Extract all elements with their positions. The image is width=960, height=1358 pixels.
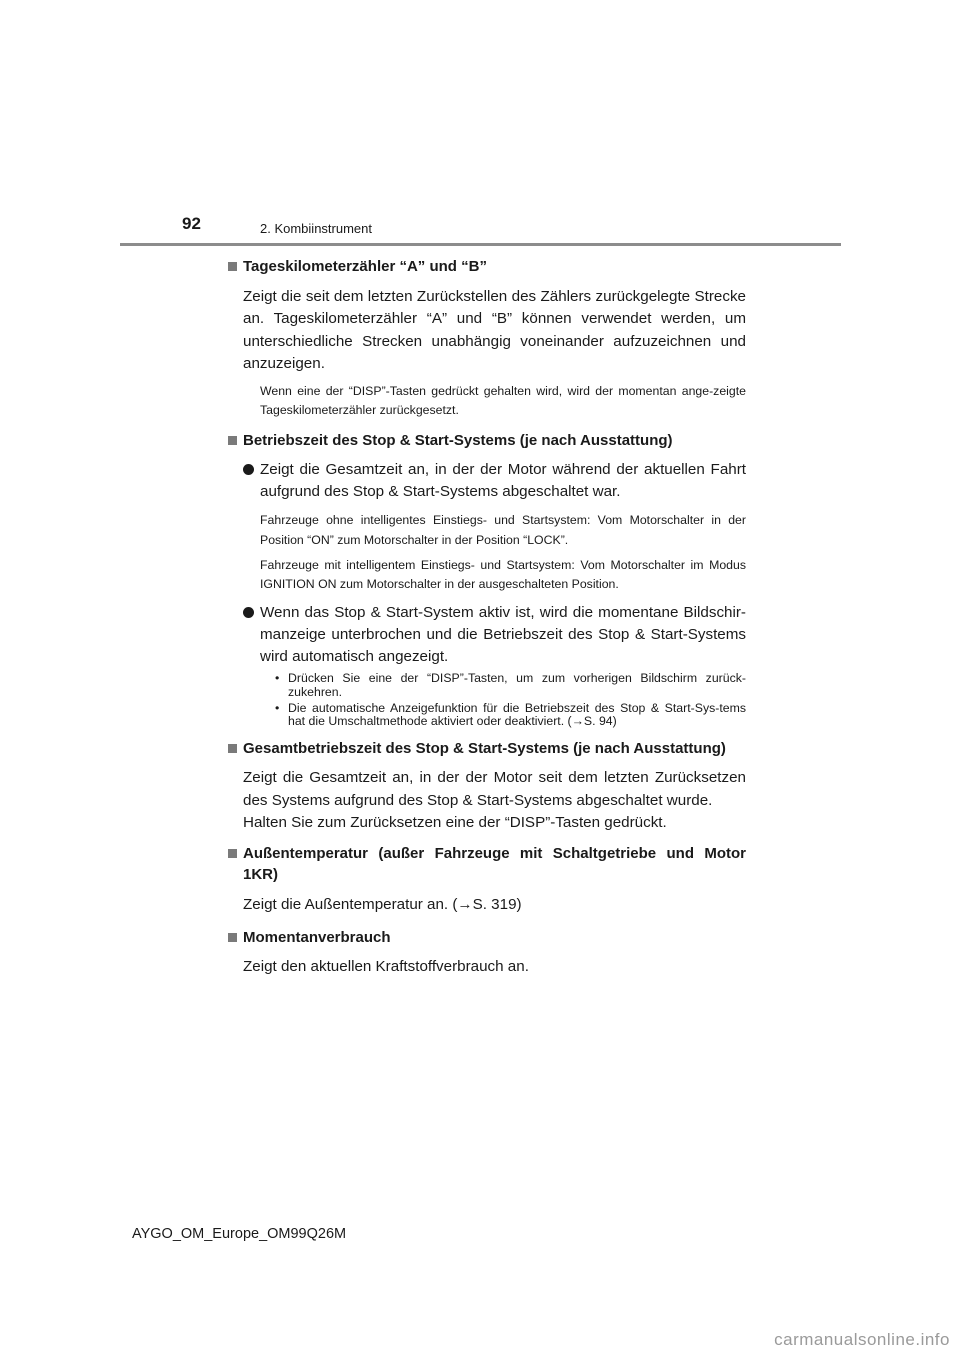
heading-betriebszeit: Betriebszeit des Stop & Start-Systems (je nach Ausstattung) [228, 430, 746, 451]
note: Fahrzeuge mit intelligentem Einstiegs- und Startsystem: Vom Motorschalter im Modus IGNITION ON zum Motorschalter in der ausgeschalteten Position. [260, 557, 746, 592]
heading-momentanverbrauch: Momentanverbrauch [228, 927, 746, 948]
square-bullet-icon [228, 933, 237, 942]
sub-list-item: • Die automatische Anzeigefunktion für die Betriebszeit des Stop & Start-Sys-tems hat die Umschaltmethode aktiviert oder deaktiviert. (→S. 94) [275, 700, 746, 729]
paragraph: Zeigt die seit dem letzten Zurückstellen des Zählers zurückgelegte Strecke an. Tageskilometerzähler “A” und “B” können verwendet werden, um unterschiedliche Strecken unabhängig voneinander aufzuzeichnen und anzuzeigen. [243, 288, 746, 372]
header-rule [120, 243, 841, 246]
paragraph: Zeigt die Außentemperatur an. (→S. 319) [243, 896, 522, 914]
heading-aussentemperatur: Außentemperatur (außer Fahrzeuge mit Schaltgetriebe und Motor 1KR) [228, 843, 746, 885]
square-bullet-icon [228, 744, 237, 753]
section-title: 2. Kombiinstrument [260, 221, 372, 236]
page-number: 92 [182, 214, 201, 233]
heading-gesamtbetriebszeit: Gesamtbetriebszeit des Stop & Start-Systems (je nach Ausstattung) [228, 738, 746, 759]
square-bullet-icon [228, 849, 237, 858]
small-bullet-icon: • [275, 700, 280, 715]
list-item: Zeigt die Gesamtzeit an, in der der Motor während der aktuellen Fahrt aufgrund des Stop & Start-Systems abgeschaltet war. [228, 459, 746, 504]
list-item: Wenn das Stop & Start-System aktiv ist, wird die momentane Bildschir-manzeige unterbrochen und die Betriebszeit des Stop & Start-Systems wird automatisch angezeigt. [228, 602, 746, 669]
watermark: carmanualsonline.info [774, 1330, 950, 1349]
paragraph: Halten Sie zum Zurücksetzen eine der “DISP”-Tasten gedrückt. [243, 813, 667, 831]
document-id: AYGO_OM_Europe_OM99Q26M [132, 1226, 347, 1242]
small-bullet-icon: • [275, 671, 280, 686]
round-bullet-icon [243, 464, 254, 475]
paragraph: Zeigt den aktuellen Kraftstoffverbrauch an. [243, 958, 529, 976]
page-header [0, 0, 960, 250]
paragraph: Zeigt die Gesamtzeit an, in der der Motor seit dem letzten Zurücksetzen des Systems aufgrund des Stop & Start-Systems abgeschaltet wurde. [243, 769, 746, 809]
note: Fahrzeuge ohne intelligentes Einstiegs- und Startsystem: Vom Motorschalter in der Position “ON” zum Motorschalter in der Position “LOCK”. [260, 513, 746, 547]
heading-tageskilometerzaehler: Tageskilometerzähler “A” und “B” [228, 256, 746, 277]
round-bullet-icon [243, 607, 254, 618]
page-content [228, 256, 746, 979]
note: Wenn eine der “DISP”-Tasten gedrückt gehalten wird, wird der momentan ange-zeigte Tageskilometerzähler zurückgesetzt. [260, 384, 746, 418]
square-bullet-icon [228, 262, 237, 271]
sub-list-item: • Drücken Sie eine der “DISP”-Tasten, um zum vorherigen Bildschirm zurück-zukehren. [275, 671, 746, 699]
square-bullet-icon [228, 436, 237, 445]
